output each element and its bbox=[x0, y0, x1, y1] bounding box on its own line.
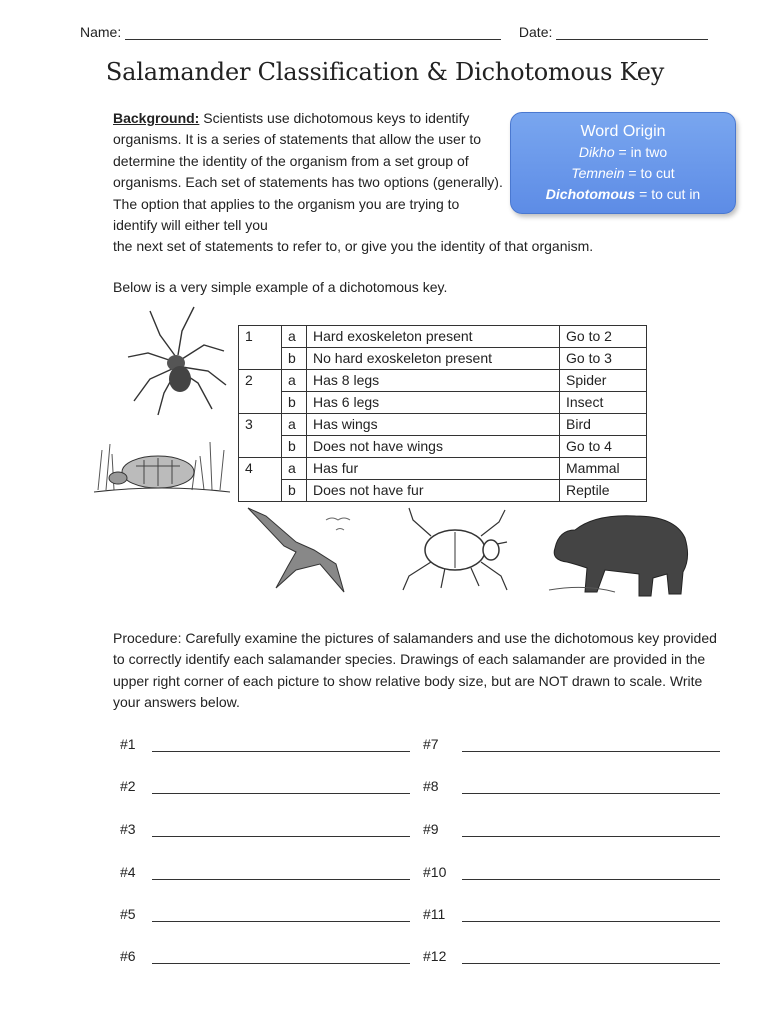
answer-line[interactable] bbox=[152, 879, 410, 880]
key-description: Has fur bbox=[307, 458, 560, 480]
key-description: Has wings bbox=[307, 414, 560, 436]
spider-illustration bbox=[120, 305, 230, 417]
answer-line[interactable] bbox=[462, 963, 720, 964]
key-result: Mammal bbox=[560, 458, 647, 480]
answer-label: #1 bbox=[120, 736, 136, 752]
key-row bbox=[239, 370, 647, 392]
key-description: Has 6 legs bbox=[307, 392, 560, 414]
answer-label: #11 bbox=[423, 906, 446, 922]
answer-label: #10 bbox=[423, 864, 447, 880]
key-row bbox=[239, 326, 647, 348]
name-label: Name: bbox=[80, 24, 122, 40]
key-result: Go to 4 bbox=[560, 436, 647, 458]
answer-label: #6 bbox=[120, 948, 136, 964]
answer-line[interactable] bbox=[462, 751, 720, 752]
key-row bbox=[239, 348, 647, 370]
word-origin-title: Word Origin bbox=[580, 123, 666, 140]
key-option-letter: b bbox=[282, 392, 307, 414]
answer-line[interactable] bbox=[462, 793, 720, 794]
key-description: Does not have fur bbox=[307, 480, 560, 502]
answer-label: #4 bbox=[120, 864, 136, 880]
date-label: Date: bbox=[518, 24, 553, 40]
key-result: Go to 3 bbox=[560, 348, 647, 370]
beetle-illustration bbox=[395, 506, 515, 594]
background-narrow bbox=[113, 108, 505, 236]
key-option-letter: b bbox=[282, 480, 307, 502]
key-row bbox=[239, 436, 647, 458]
key-result: Bird bbox=[560, 414, 647, 436]
answer-label: #9 bbox=[423, 821, 439, 837]
origin-line-2: Temnein = to cut bbox=[571, 165, 675, 181]
key-result: Go to 2 bbox=[560, 326, 647, 348]
origin-line-3: Dichotomous = to cut in bbox=[545, 186, 701, 202]
key-step-number: 2 bbox=[239, 370, 282, 414]
background-label: Background: bbox=[113, 110, 200, 126]
answer-label: #7 bbox=[423, 736, 439, 752]
answer-label: #3 bbox=[120, 821, 136, 837]
key-option-letter: a bbox=[282, 414, 307, 436]
key-option-letter: a bbox=[282, 370, 307, 392]
answer-label: #8 bbox=[423, 778, 439, 794]
date-field[interactable] bbox=[556, 25, 708, 40]
key-row bbox=[239, 414, 647, 436]
key-row bbox=[239, 458, 647, 480]
key-option-letter: a bbox=[282, 458, 307, 480]
answer-line[interactable] bbox=[152, 793, 410, 794]
key-result: Insect bbox=[560, 392, 647, 414]
dichotomous-key-table bbox=[238, 325, 647, 502]
key-description: No hard exoskeleton present bbox=[307, 348, 560, 370]
answer-line[interactable] bbox=[462, 921, 720, 922]
answer-label: #2 bbox=[120, 778, 136, 794]
key-result: Spider bbox=[560, 370, 647, 392]
hawk-illustration bbox=[236, 506, 366, 596]
key-option-letter: b bbox=[282, 436, 307, 458]
answer-line[interactable] bbox=[152, 963, 410, 964]
background-text: Scientists use dichotomous keys to identify organisms. It is a series of statements that allow the user to determine the identity of the organism from a set group of organisms. Each set of statements has two options (generally). The option that applies to the organism you are trying to identify will either tell you bbox=[113, 110, 503, 234]
key-description: Has 8 legs bbox=[307, 370, 560, 392]
key-step-number: 4 bbox=[239, 458, 282, 502]
answer-line[interactable] bbox=[462, 836, 720, 837]
name-date-row bbox=[80, 24, 708, 40]
key-row bbox=[239, 480, 647, 502]
bear-illustration bbox=[545, 508, 695, 600]
key-step-number: 3 bbox=[239, 414, 282, 458]
word-origin-box bbox=[510, 112, 736, 214]
key-option-letter: b bbox=[282, 348, 307, 370]
key-option-letter: a bbox=[282, 326, 307, 348]
name-field[interactable] bbox=[125, 25, 501, 40]
answer-line[interactable] bbox=[152, 836, 410, 837]
answer-line[interactable] bbox=[462, 879, 720, 880]
turtle-illustration bbox=[92, 430, 232, 498]
key-description: Does not have wings bbox=[307, 436, 560, 458]
answer-line[interactable] bbox=[152, 751, 410, 752]
page-title: Salamander Classification & Dichotomous Key bbox=[105, 58, 665, 86]
answer-label: #5 bbox=[120, 906, 136, 922]
procedure-paragraph: Procedure: Carefully examine the pictures of salamanders and use the dichotomous key provided to correctly identify each salamander species. Drawings of each salamander are provided in the upper right corner of each picture to show relative body size, but are NOT drawn to scale. Write your answers below. bbox=[113, 630, 717, 711]
background-text-cont: the next set of statements to refer to, or give you the identity of that organism. bbox=[113, 238, 594, 255]
key-description: Hard exoskeleton present bbox=[307, 326, 560, 348]
answer-line[interactable] bbox=[152, 921, 410, 922]
example-intro: Below is a very simple example of a dichotomous key. bbox=[113, 279, 448, 295]
answer-label: #12 bbox=[423, 948, 447, 964]
key-row bbox=[239, 392, 647, 414]
origin-line-1: Dikho = in two bbox=[578, 144, 668, 160]
key-result: Reptile bbox=[560, 480, 647, 502]
key-step-number: 1 bbox=[239, 326, 282, 370]
